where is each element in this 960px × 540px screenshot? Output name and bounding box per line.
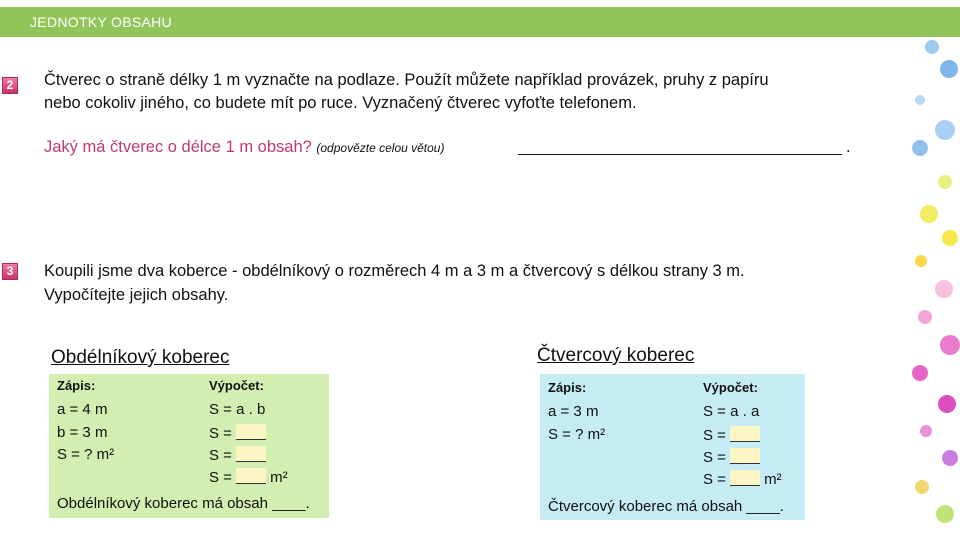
task-3-number: 3	[2, 263, 18, 280]
rect-calc-step-2: S =	[209, 446, 266, 464]
task-3-line-1: Koupili jsme dva koberce - obdélníkový o rozměrech 4 m a 3 m a čtvercový s délkou strany 3 m.	[44, 262, 745, 280]
rect-conclusion: Obdélníkový koberec má obsah ____.	[57, 495, 310, 512]
task-2-line-1: Čtverec o straně délky 1 m vyznačte na podlaze. Použít můžete například provázek, pruhy z papíru	[44, 71, 769, 89]
rect-given-s: S = ? m²	[57, 446, 115, 463]
question-hint: (odpovězte celou větou)	[316, 141, 445, 155]
answer-period: .	[846, 138, 851, 156]
square-calc-step-3: S = m²	[703, 471, 782, 488]
rect-blank-1[interactable]	[236, 424, 266, 440]
square-col-zapis: Zápis:	[548, 380, 587, 395]
rect-calc-formula: S = a . b	[209, 401, 266, 418]
rect-carpet-title: Obdélníkový koberec	[51, 347, 230, 368]
square-calc-formula: S = a . a	[703, 403, 760, 420]
task-3-line-2: Vypočítejte jejich obsahy.	[44, 286, 229, 304]
square-blank-2[interactable]	[730, 448, 760, 464]
task-2-number: 2	[2, 77, 18, 94]
square-blank-1[interactable]	[730, 426, 760, 442]
rect-blank-3[interactable]	[236, 468, 266, 484]
task-2-line-2: nebo cokoliv jiného, co budete mít po ruce. Vyznačený čtverec vyfoťte telefonem.	[44, 94, 637, 112]
square-carpet-title: Čtvercový koberec	[537, 345, 695, 366]
rect-col-vypocet: Výpočet:	[209, 378, 264, 393]
square-col-vypocet: Výpočet:	[703, 380, 758, 395]
rect-given-b: b = 3 m	[57, 424, 108, 441]
rect-col-zapis: Zápis:	[57, 378, 96, 393]
rect-blank-2[interactable]	[236, 446, 266, 462]
square-carpet-box	[540, 374, 805, 520]
square-given-a: a = 3 m	[548, 403, 599, 420]
answer-line[interactable]	[518, 154, 842, 155]
square-conclusion: Čtvercový koberec má obsah ____.	[548, 498, 784, 515]
header-bar	[0, 7, 960, 37]
square-calc-step-1: S =	[703, 426, 760, 444]
question-text: Jaký má čtverec o délce 1 m obsah?	[44, 138, 312, 156]
rect-carpet-box	[49, 374, 329, 518]
square-calc-step-2: S =	[703, 448, 760, 466]
square-blank-3[interactable]	[730, 470, 760, 486]
task-2-question	[44, 138, 444, 157]
rect-given-a: a = 4 m	[57, 401, 108, 418]
rect-calc-step-1: S =	[209, 424, 266, 442]
header-title: JEDNOTKY OBSAHU	[30, 14, 172, 30]
rect-calc-step-3: S = m²	[209, 469, 288, 486]
square-given-s: S = ? m²	[548, 426, 606, 443]
